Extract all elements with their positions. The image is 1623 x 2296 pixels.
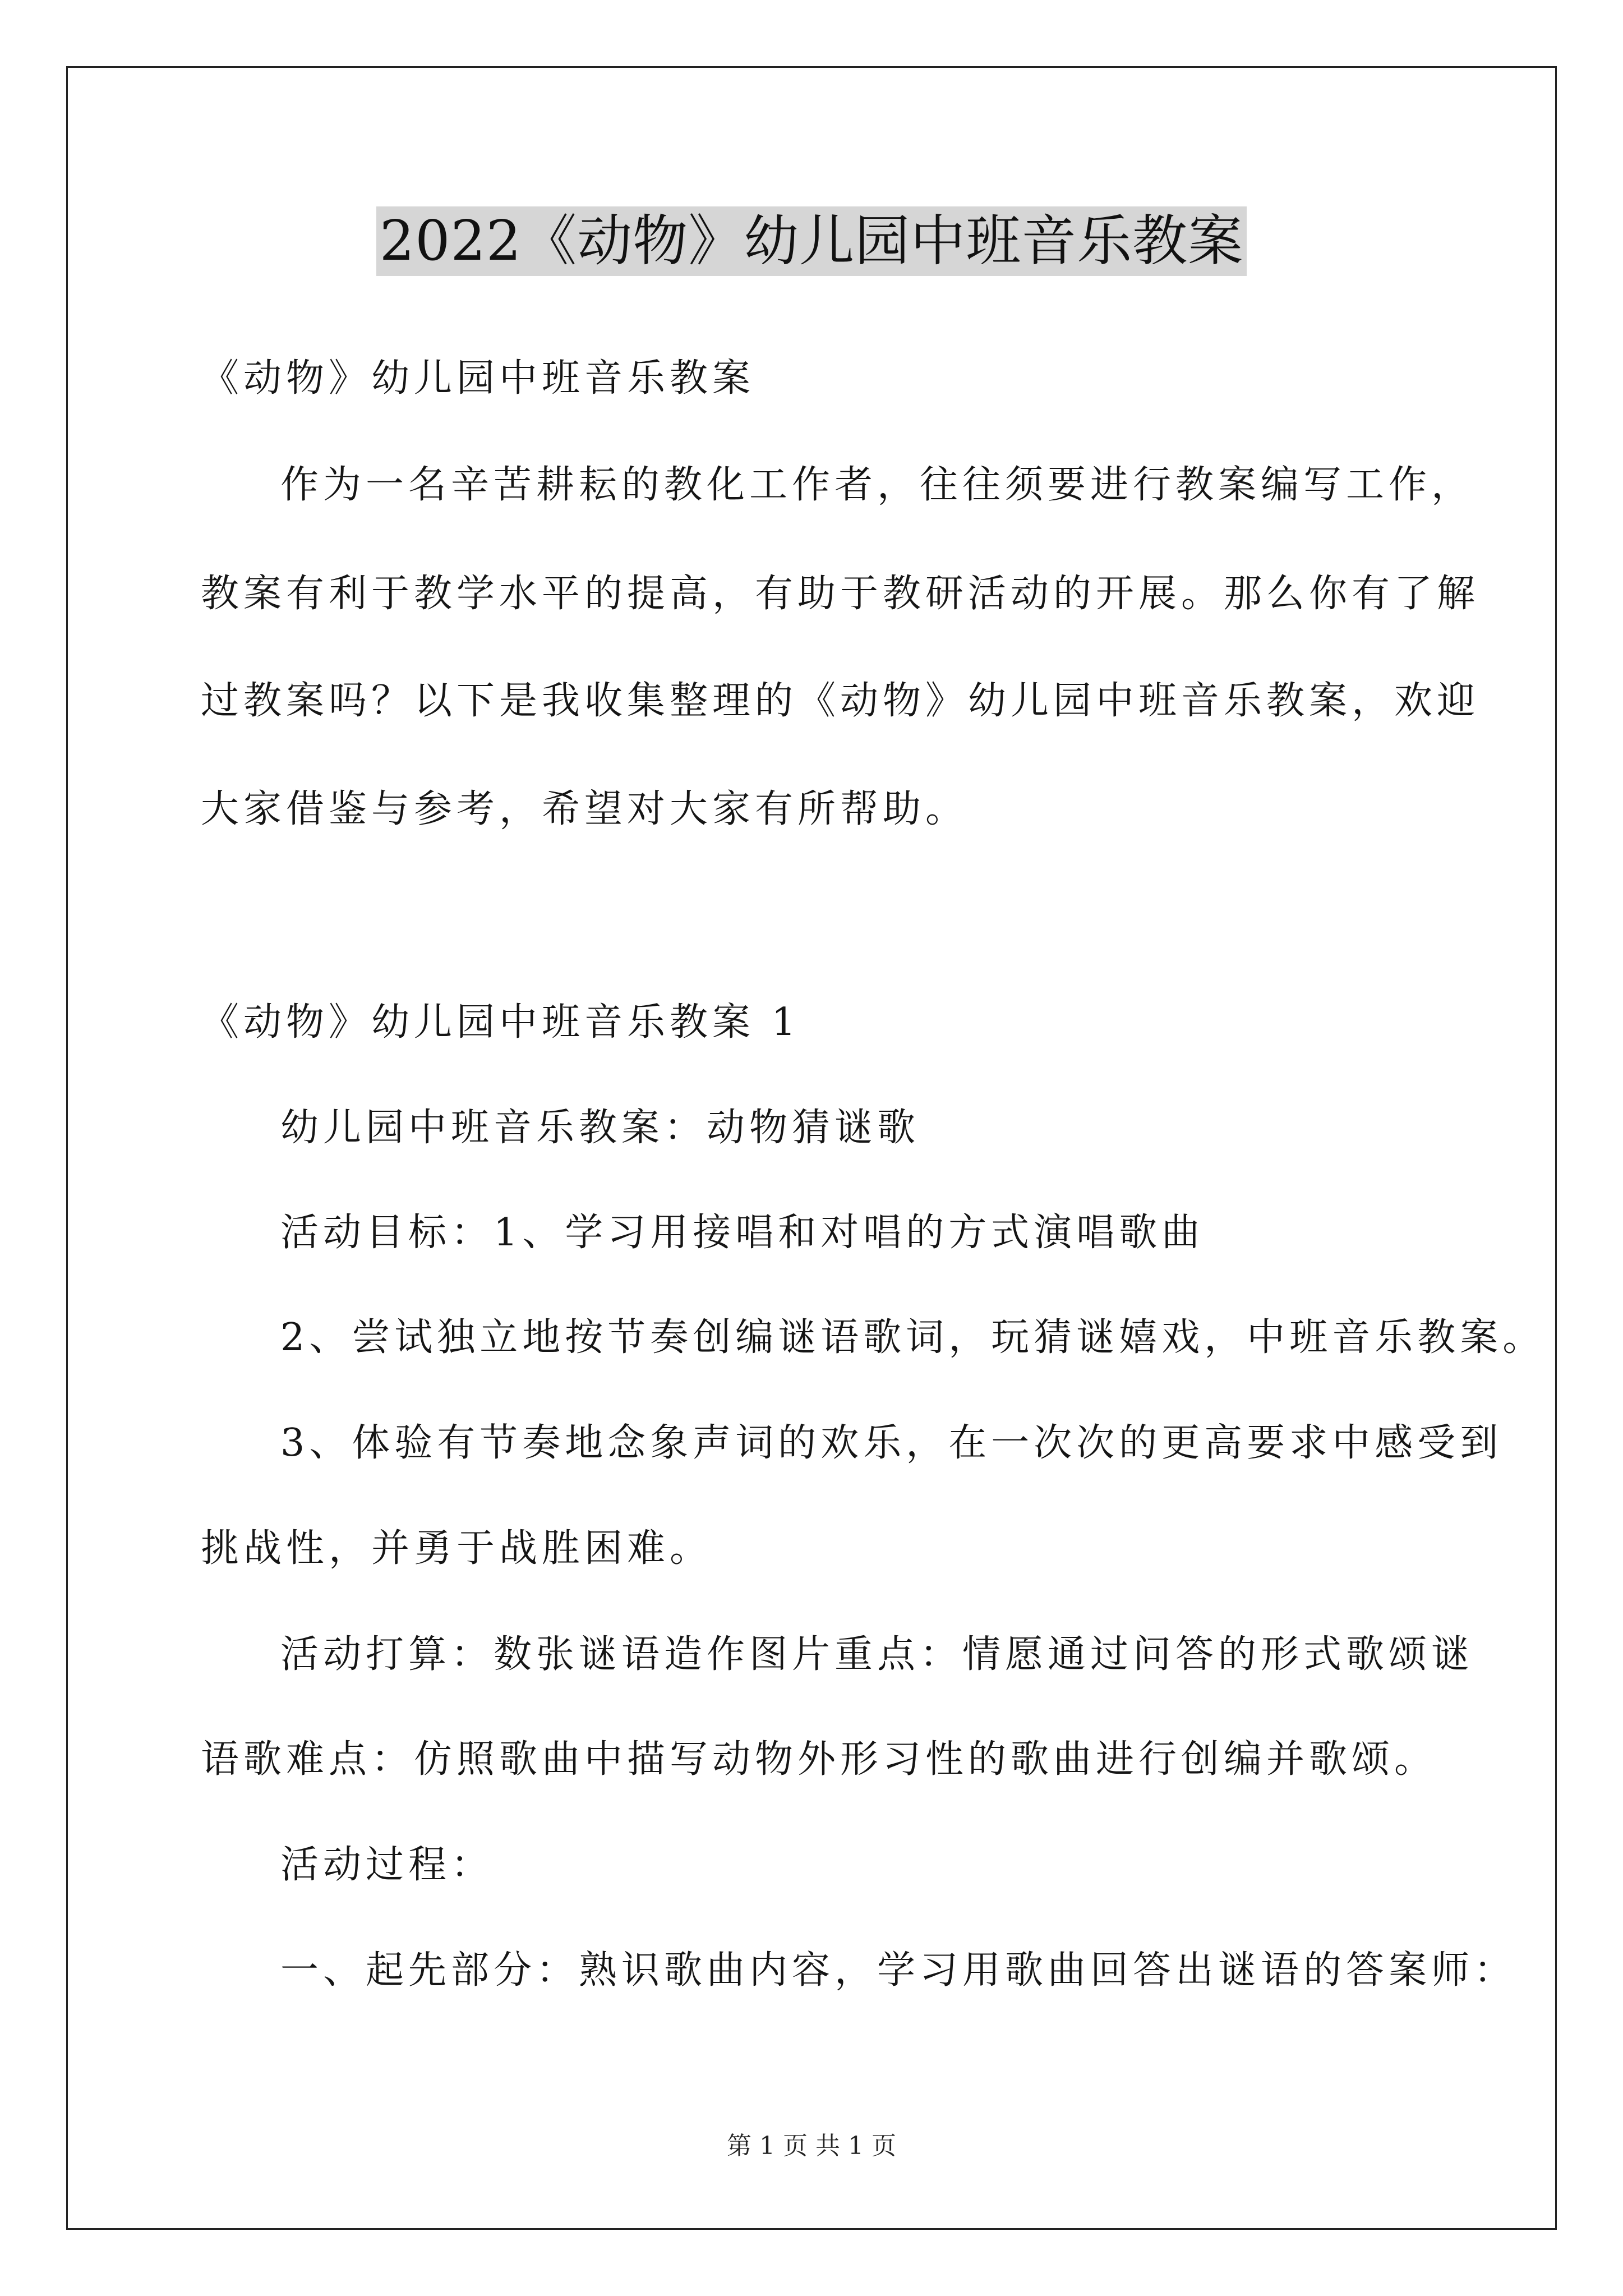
paragraph-line: 教案有利于教学水平的提高，有助于教研活动的开展。那么你有了解 bbox=[201, 572, 1480, 616]
paragraph-line: 挑战性，并勇于战胜困难。 bbox=[201, 1526, 713, 1571]
page-footer: 第 1 页 共 1 页 bbox=[727, 2132, 896, 2160]
paragraph-line: 活动打算：数张谜语造作图片重点：情愿通过问答的形式歌颂谜 bbox=[280, 1632, 1474, 1677]
paragraph-line: 过教案吗？以下是我收集整理的《动物》幼儿园中班音乐教案，欢迎 bbox=[201, 679, 1480, 723]
paragraph-line: 幼儿园中班音乐教案：动物猜谜歌 bbox=[280, 1106, 920, 1150]
paragraph-line: 活动目标：1、学习用接唱和对唱的方式演唱歌曲 bbox=[280, 1211, 1205, 1255]
paragraph-line: 大家借鉴与参考，希望对大家有所帮助。 bbox=[201, 787, 969, 831]
paragraph-line: 3、体验有节奏地念象声词的欢乐，在一次次的更高要求中感受到 bbox=[280, 1421, 1503, 1465]
paragraph-line: 语歌难点：仿照歌曲中描写动物外形习性的歌曲进行创编并歌颂。 bbox=[201, 1737, 1437, 1782]
paragraph-line: 一、起先部分：熟识歌曲内容，学习用歌曲回答出谜语的答案师： bbox=[280, 1948, 1517, 1993]
section-heading: 《动物》幼儿园中班音乐教案 1 bbox=[201, 1000, 800, 1045]
paragraph-line: 2、尝试独立地按节奏创编谜语歌词，玩猜谜嬉戏，中班音乐教案。 bbox=[280, 1315, 1546, 1360]
paragraph-line: 活动过程： bbox=[280, 1843, 494, 1887]
title-container bbox=[0, 206, 1623, 276]
paragraph-line: 作为一名辛苦耕耘的教化工作者，往往须要进行教案编写工作， bbox=[280, 463, 1474, 507]
document-title: 2022《动物》幼儿园中班音乐教案 bbox=[376, 206, 1247, 276]
section-heading: 《动物》幼儿园中班音乐教案 bbox=[201, 356, 755, 401]
